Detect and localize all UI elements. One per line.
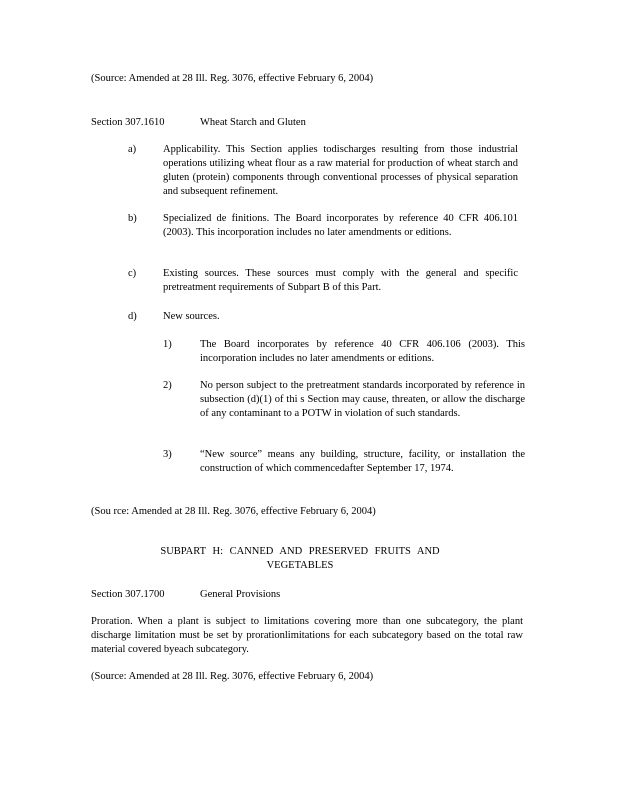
item-c-text: Existing sources. These sources must comply with the general and specific pretreatment requirements of Subpart B of this Part. (163, 268, 518, 293)
item-b-text: Specialized de finitions. The Board incorporates by reference 40 CFR 406.101 (2003). This incorporation includes no later amendments or editions. (163, 213, 518, 238)
item-a-label: a) (128, 144, 137, 155)
source-note-3: (Source: Amended at 28 Ill. Reg. 3076, effective February 6, 2004) (91, 671, 374, 682)
section-1610-title: Wheat Starch and Gluten (200, 117, 306, 128)
item-b-label: b) (128, 213, 137, 224)
subpart-h-heading-line1: SUBPART H: CANNED AND PRESERVED FRUITS AND (160, 546, 440, 557)
subitem-2-text: No person subject to the pretreatment standards incorporated by reference in subsection (d)(1) of thi s Section may cause, threaten, or allow the discharge of any contaminant to a POTW in violation of such standards. (200, 380, 525, 419)
subitem-3-text: “New source” means any building, structure, facility, or installation the construction of which commencedafter September 17, 1974. (200, 449, 525, 474)
section-1610-number: Section 307.1610 (91, 117, 165, 128)
subitem-3-label: 3) (163, 449, 172, 460)
section-1700-title: General Provisions (200, 589, 281, 600)
subitem-1-label: 1) (163, 339, 172, 350)
item-d-label: d) (128, 311, 137, 322)
source-note-2: (Sou rce: Amended at 28 Ill. Reg. 3076, effective February 6, 2004) (91, 506, 376, 517)
subpart-h-heading-line2: VEGETABLES (266, 560, 334, 571)
item-d-text: New sources. (163, 311, 220, 322)
subitem-2-label: 2) (163, 380, 172, 391)
item-c-label: c) (128, 268, 137, 279)
section-1700-number: Section 307.1700 (91, 589, 165, 600)
section-1700-text: Proration. When a plant is subject to limitations covering more than one subcategory, the plant discharge limitation must be set by prorationlimitations for each subcategory based on the total raw material covered byeach subcategory. (91, 616, 523, 655)
item-a-text: Applicability. This Section applies todischarges resulting from those industrial operations utilizing wheat flour as a raw material for production of wheat starch and gluten (protein) components through conventional processes of physical separation and subsequent refinement. (163, 144, 518, 197)
source-note-1: (Source: Amended at 28 Ill. Reg. 3076, effective February 6, 2004) (91, 73, 374, 84)
subitem-1-text: The Board incorporates by reference 40 CFR 406.106 (2003). This incorporation includes no later amendments or editions. (200, 339, 525, 364)
